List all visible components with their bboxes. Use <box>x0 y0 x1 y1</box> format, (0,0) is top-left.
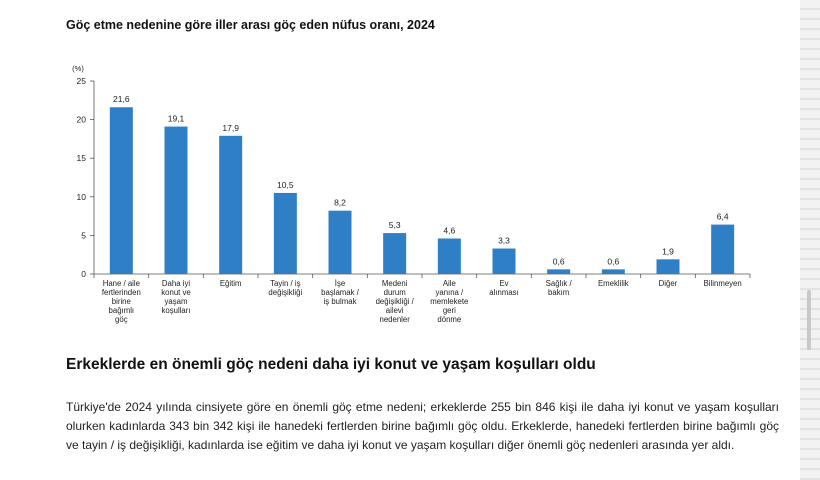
bar <box>438 238 461 274</box>
x-tick-label: Daha iyi konut ve yaşam koşulları <box>161 279 191 315</box>
bar-value-label: 0,6 <box>552 256 565 267</box>
section-heading: Erkeklerde en önemli göç nedeni daha iyi konut ve yaşam koşulları oldu <box>66 356 596 373</box>
bar <box>711 225 734 274</box>
x-tick-label: Tayin / iş değişikliği <box>268 279 303 297</box>
y-tick-label: 0 <box>81 269 86 279</box>
bar-value-label: 19,1 <box>167 113 185 124</box>
x-tick-label: Emeklilik <box>597 279 629 288</box>
bar-value-label: 8,2 <box>334 197 346 208</box>
bar-value-label: 5,3 <box>388 220 401 231</box>
bar <box>657 259 680 274</box>
x-tick-label: Hane / aile fertlerinden birine bağımlı göç <box>101 279 141 324</box>
bar <box>274 193 297 274</box>
x-tick-label: Sağlık / bakım <box>545 279 572 297</box>
bar <box>110 107 133 274</box>
y-tick-label: 25 <box>76 76 86 86</box>
bar <box>383 233 406 274</box>
bar-value-label: 21,6 <box>113 94 130 105</box>
bar-value-label: 6,4 <box>716 211 729 222</box>
chart-title: Göç etme nedenine göre iller arası göç eden nüfus oranı, 2024 <box>66 18 435 32</box>
x-tick-label: Ev alınması <box>489 279 519 297</box>
bar <box>219 136 242 274</box>
x-tick-label: Diğer <box>658 279 678 288</box>
bar <box>329 211 352 274</box>
x-tick-label: İşe başlamak / iş bulmak <box>321 279 359 306</box>
y-tick-label: 15 <box>76 153 86 164</box>
x-tick-label: Eğitim <box>219 279 242 288</box>
y-axis-label: (%) <box>72 64 84 73</box>
bar <box>165 127 188 274</box>
bar-value-label: 4,6 <box>443 225 456 236</box>
scrollbar[interactable] <box>800 0 820 480</box>
x-tick-label: Bilinmeyen <box>703 279 742 288</box>
bar-value-label: 0,6 <box>607 256 620 267</box>
y-tick-label: 5 <box>81 230 86 241</box>
body-paragraph: Türkiye'de 2024 yılında cinsiyete göre en önemli göç etme nedeni; erkeklerde 255 bin 846 kişi ile daha iyi konut ve yaşam koşulları olurken kadınlarda 343 bin 342 kişi ile hanedeki fertlerden birine bağımlı göç oldu. Erkeklerde, hanedeki fertlerden birine bağımlı göç ve tayin / iş değişikliği, kadınlarda ise eğitim ve daha iyi konut ve yaşam koşulları diğer önemli göç nedenleri arasında yer aldı. <box>66 400 779 452</box>
y-tick-label: 20 <box>76 114 86 125</box>
bar <box>602 269 625 274</box>
bar-value-label: 3,3 <box>498 235 510 246</box>
bar <box>493 249 516 274</box>
bar-value-label: 1,9 <box>662 246 674 257</box>
x-tick-label: Aile yanına / memlekete geri dönme <box>430 279 469 324</box>
bar-value-label: 17,9 <box>222 122 239 133</box>
bar <box>547 269 570 274</box>
scrollbar-thumb[interactable] <box>807 290 811 350</box>
bar-value-label: 10,5 <box>277 179 294 190</box>
y-tick-label: 10 <box>76 191 86 202</box>
x-tick-label: Medeni durum değişikliği / ailevi nedenler <box>375 279 414 324</box>
